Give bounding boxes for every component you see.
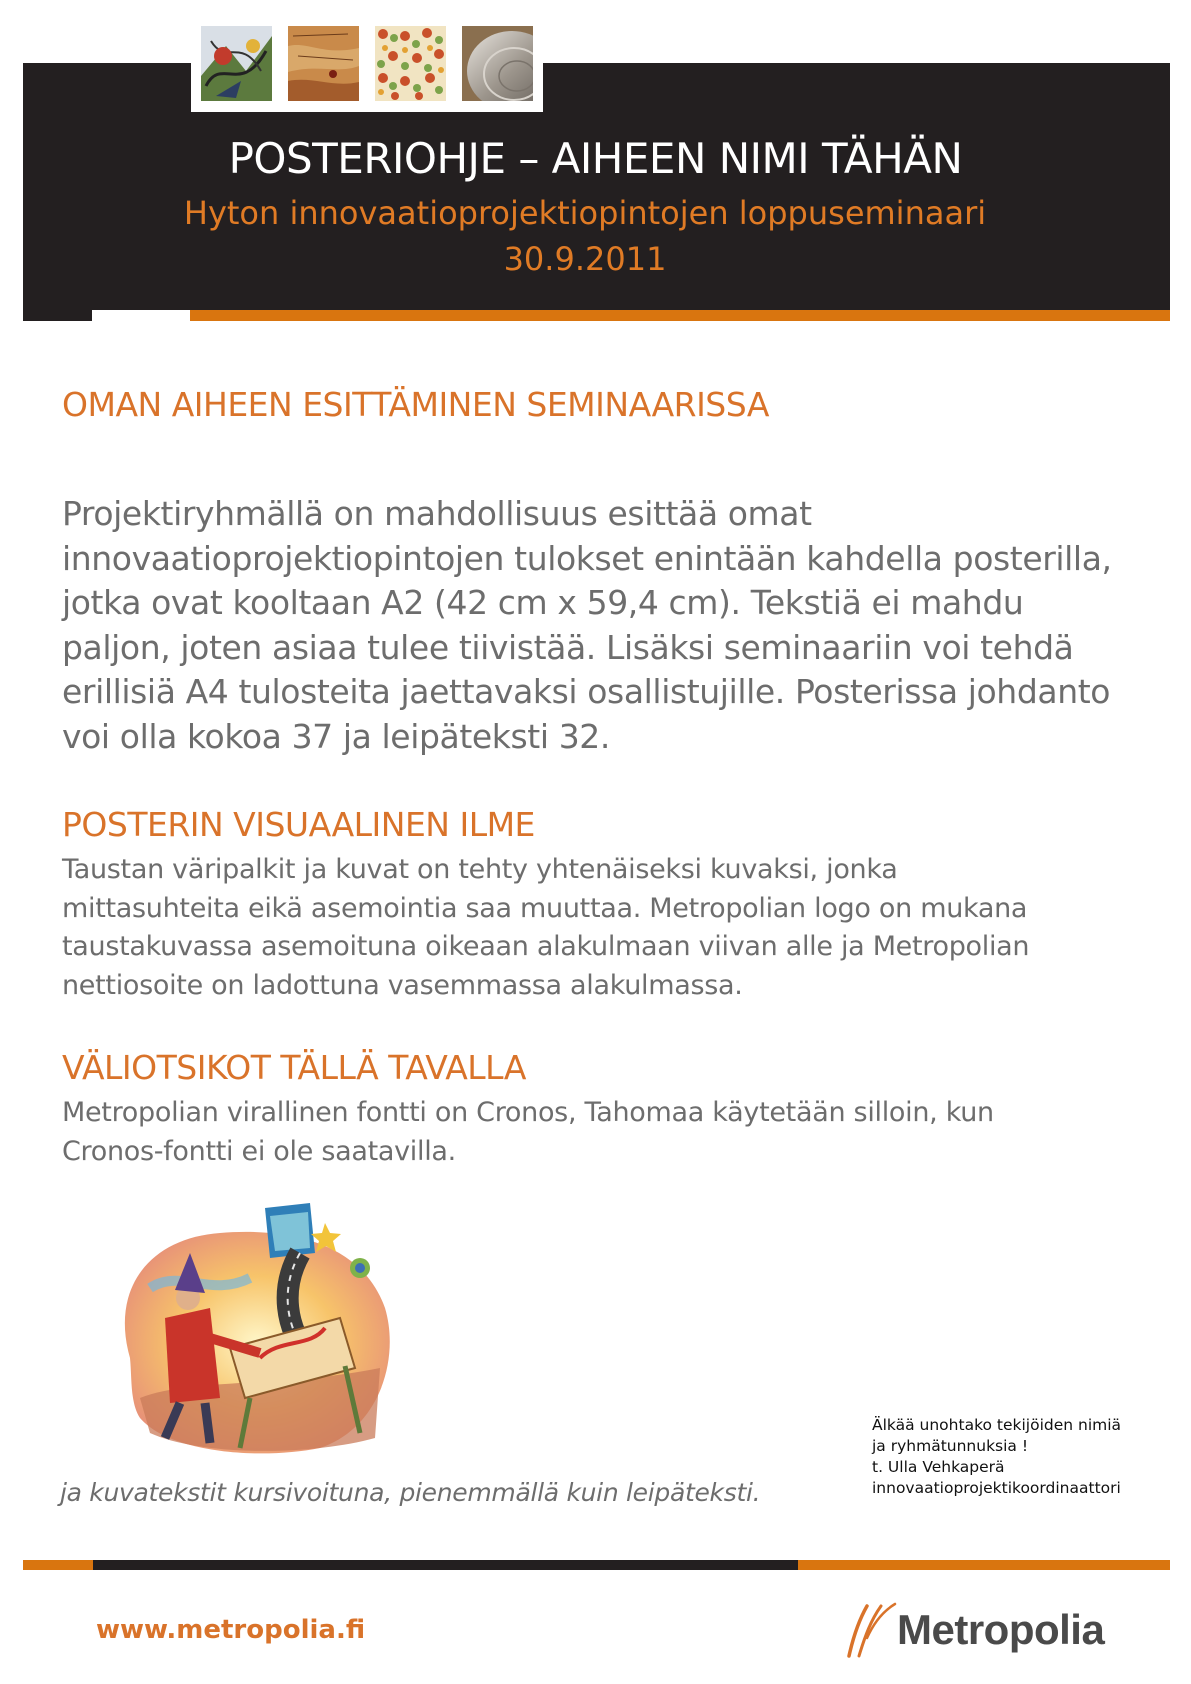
footer-accent-line-left	[23, 1560, 93, 1570]
intro-line: jotka ovat kooltaan A2 (42 cm x 59,4 cm). Tekstiä ei mahdu	[62, 583, 1024, 622]
intro-line: voi olla kokoa 37 ja leipäteksti 32.	[62, 716, 610, 756]
intro-line: Projektiryhmällä on mahdollisuus esittää omat	[62, 494, 812, 533]
body-line: Cronos-fontti ei ole saatavilla.	[62, 1135, 456, 1167]
body-line: Taustan väripalkit ja kuvat on tehty yhtenäiseksi kuvaksi, jonka	[62, 854, 898, 885]
event-subtitle	[0, 190, 1170, 282]
painted-figure-illustration	[110, 1198, 400, 1458]
reminder-line: innovaatioprojektikoordinaattori	[872, 1479, 1121, 1497]
reminder-line: Älkää unohtako tekijöiden nimiä	[872, 1416, 1122, 1434]
website-link[interactable]: www.metropolia.fi	[96, 1615, 366, 1645]
event-date: 30.9.2011	[503, 240, 667, 278]
footer-dark-line	[93, 1560, 798, 1570]
intro-line: erillisiä A4 tulosteita jaettavaksi osallistujille. Posterissa johdanto	[62, 672, 1111, 711]
section-heading-subheadings: VÄLIOTSIKOT TÄLLÄ TAVALLA	[62, 1048, 526, 1087]
metropolia-swoosh-icon	[845, 1598, 900, 1660]
header-accent-line	[190, 310, 1170, 321]
event-name: Hyton innovaatioprojektiopintojen loppuseminaari	[183, 194, 987, 232]
intro-line: paljon, joten asiaa tulee tiivistää. Lisäksi seminaariin voi tehdä	[62, 627, 1074, 667]
body-line: nettiosoite on ladottuna vasemmassa alakulmassa.	[62, 969, 743, 1001]
subheadings-paragraph	[62, 1094, 1142, 1171]
logo-wordmark: Metropolia	[897, 1606, 1105, 1653]
footer-accent-line-right	[798, 1560, 1170, 1570]
reminder-line: ja ryhmätunnuksia !	[872, 1437, 1029, 1455]
body-line: taustakuvassa asemoituna oikeaan alakulmaan viivan alle ja Metropolian	[62, 931, 1030, 962]
page-title: POSTERIOHJE – AIHEEN NIMI TÄHÄN	[228, 134, 963, 183]
body-line: mittasuhteita eikä asemointia saa muuttaa. Metropolian logo on mukana	[62, 892, 1028, 924]
intro-line: innovaatioprojektiopintojen tulokset enintään kahdella posterilla,	[62, 538, 1112, 578]
reminder-note	[872, 1415, 1162, 1499]
section-heading-visual: POSTERIN VISUAALINEN ILME	[62, 805, 535, 844]
map-thumbnail	[288, 26, 359, 101]
reminder-line: t. Ulla Vehkaperä	[872, 1458, 1005, 1476]
image-caption: ja kuvatekstit kursivoituna, pienemmällä kuin leipäteksti.	[60, 1478, 761, 1507]
visual-paragraph	[62, 851, 1142, 1005]
section-heading-presenting: OMAN AIHEEN ESITTÄMINEN SEMINAARISSA	[62, 385, 769, 424]
metal-bowl-thumbnail	[462, 26, 533, 101]
thumbnail-strip	[191, 22, 543, 112]
header-dark-tab	[23, 310, 92, 321]
color-dots-thumbnail	[375, 26, 446, 101]
abstract-art-thumbnail	[201, 26, 272, 101]
body-line: Metropolian virallinen fontti on Cronos, Tahomaa käytetään silloin, kun	[62, 1097, 994, 1128]
intro-paragraph	[62, 492, 1132, 759]
